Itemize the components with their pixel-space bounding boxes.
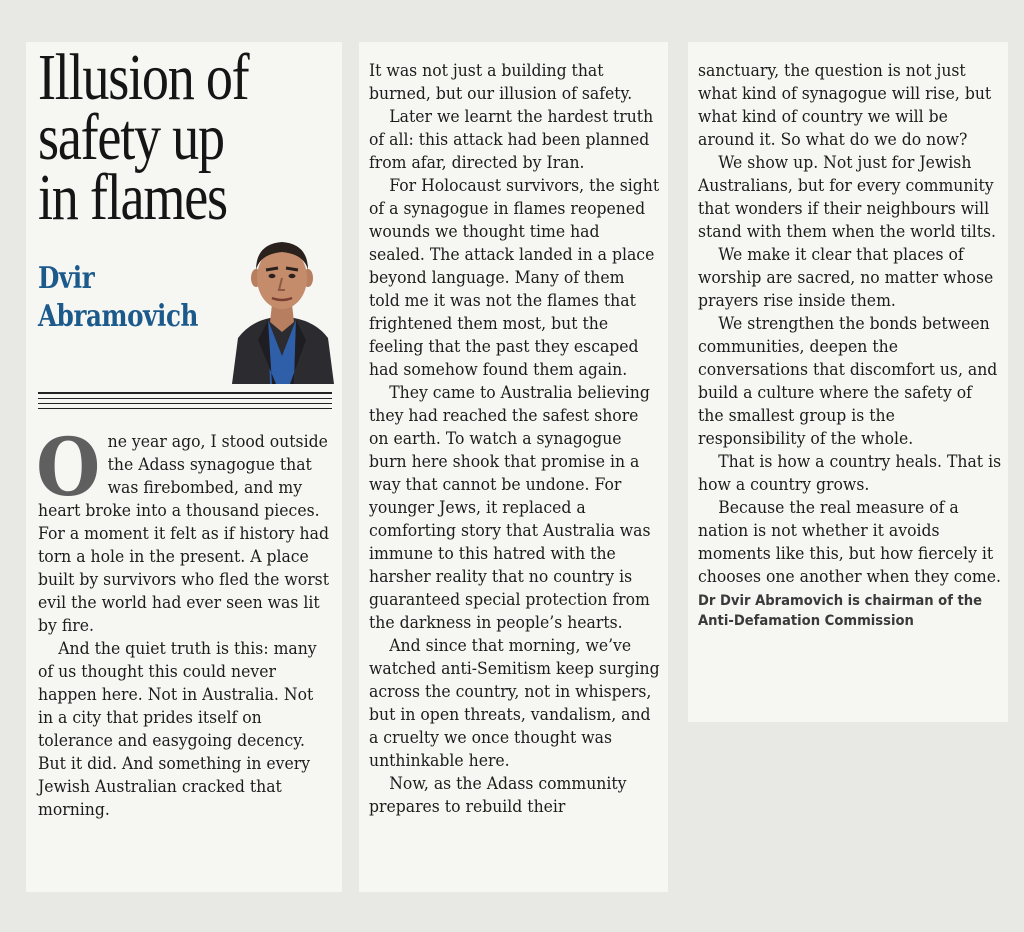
drop-cap: O <box>36 420 101 514</box>
paragraph: Because the real measure of a nation is not whether it avoids moments like this, but how fiercely it chooses one another when they come. <box>698 498 1001 587</box>
paragraph: sanctuary, the question is not just what kind of synagogue will rise, but what kind of country we will be around it. So what do we do now? <box>698 61 992 150</box>
author-credit: Dr Dvir Abramovich is chairman of the Anti-Defamation Commission <box>698 593 983 629</box>
paragraph: Later we learnt the hardest truth of all: this attack had been planned from afar, directed by Iran. <box>369 107 654 173</box>
paragraph: They came to Australia believing they had reached the safest shore on earth. To watch a synagogue burn here shook that promise in a way that cannot be undone. For younger Jews, it replaced a comforting story that Australia was immune to this hatred with the harsher reality that no country is guaranteed special protection from the darkness in people’s hearts. <box>369 383 651 633</box>
rule-line <box>38 398 332 399</box>
paragraph: We strengthen the bonds between communities, deepen the conversations that discomfort us, and build a culture where the safety of the smallest group is the responsibility of the whole. <box>698 314 998 449</box>
paragraph: That is how a country heals. That is how a country grows. <box>698 452 1002 495</box>
paragraph: We show up. Not just for Jewish Australians, but for every community that wonders if their neighbours will stand with them when the world tilts. <box>698 153 997 242</box>
headline-line-1: Illusion of <box>38 41 249 114</box>
paragraph: It was not just a building that burned, but our illusion of safety. <box>369 61 633 104</box>
author-portrait-graphic <box>228 236 336 384</box>
rule-line <box>38 408 332 410</box>
author-photo <box>228 236 336 384</box>
article-text-column-1 <box>36 420 332 822</box>
paragraph: And the quiet truth is this: many of us thought this could never happen here. Not in Australia. Not in a city that prides itself on tolerance and easygoing decency. But it did. And something in every Jewish Australian cracked that morning. <box>38 639 317 820</box>
column-1 <box>26 42 342 892</box>
rule-line <box>38 392 332 394</box>
article-text-column-2 <box>369 60 660 819</box>
paragraph: For Holocaust survivors, the sight of a synagogue in flames reopened wounds we thought time had sealed. The attack landed in a place beyond language. Many of them told me it was not the flames that frightened them most, but the feeling that the past they escaped had somehow found them again. <box>369 176 660 380</box>
headline-line-3: in flames <box>38 161 227 234</box>
headline <box>38 41 325 234</box>
headline-line-2: safety up <box>38 101 224 174</box>
paragraph: We make it clear that places of worship are sacred, no matter whose prayers rise inside them. <box>698 245 994 311</box>
byline-rules <box>38 392 332 409</box>
author-last-name: Abramovich <box>38 299 199 334</box>
paragraph: And since that morning, we’ve watched anti-Semitism keep surging across the country, not in whispers, but in open threats, vandalism, and a cruelty we once thought was unthinkable here. <box>369 636 660 771</box>
column-2 <box>359 42 668 892</box>
author-name <box>38 260 198 336</box>
byline-block <box>38 236 332 386</box>
rule-line <box>38 403 332 404</box>
author-first-name: Dvir <box>38 261 95 296</box>
column-3 <box>688 42 1008 722</box>
paragraph <box>36 420 332 638</box>
paragraph-text: ne year ago, I stood outside the Adass synagogue that was firebombed, and my heart broke into a thousand pieces. For a moment it felt as if history had torn a hole in the present. A place built by survivors who fled the worst evil the world had ever seen was lit by fire. <box>38 432 330 636</box>
article-text-column-3 <box>698 60 1002 589</box>
paragraph: Now, as the Adass community prepares to rebuild their <box>369 774 627 817</box>
